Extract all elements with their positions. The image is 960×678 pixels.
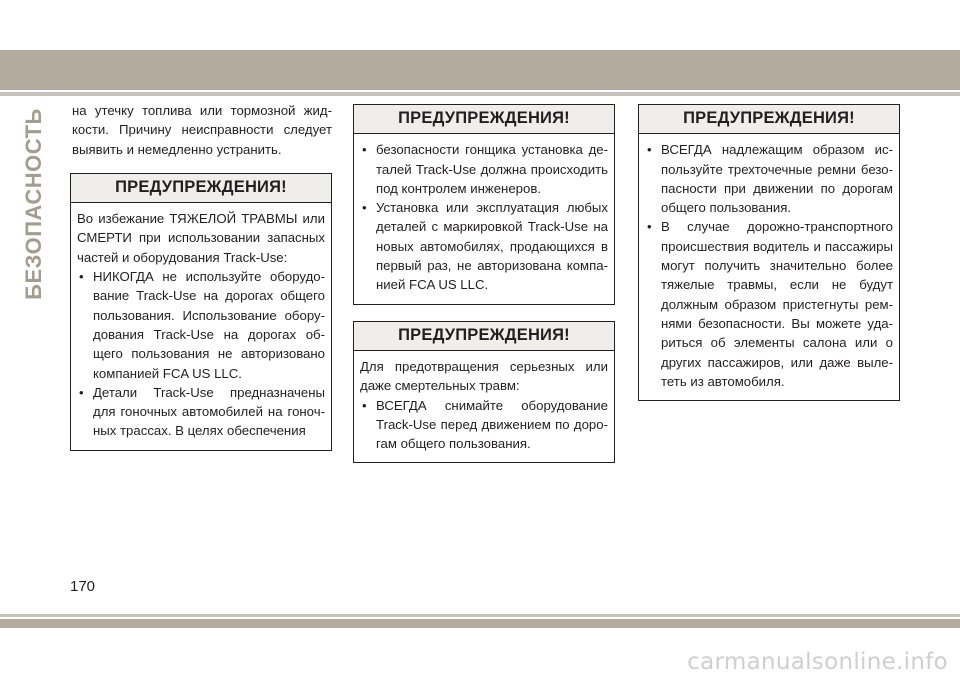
warning-box bbox=[70, 173, 332, 451]
warning-bullet: • ВСЕГДА снимайте оборудование Track-Use перед движением по доро-гам общего пользования. bbox=[360, 396, 608, 454]
warning-heading: ПРЕДУПРЕЖДЕНИЯ! bbox=[354, 105, 614, 134]
section-side-title bbox=[22, 104, 46, 304]
warning-continuation bbox=[360, 140, 608, 198]
section-title-text: БЕЗОПАСНОСТЬ bbox=[21, 108, 47, 300]
column-1 bbox=[70, 101, 334, 467]
page-number: 170 bbox=[70, 578, 96, 595]
warning-box bbox=[638, 104, 900, 401]
warning-bullet: • Установка или эксплуатация любых деталей с маркировкой Track-Use на новых автомобилях, продающихся в первый раз, не авторизована компа-нией FCA US LLC. bbox=[360, 198, 608, 294]
warning-box bbox=[353, 321, 615, 464]
warning-bullet: • ВСЕГДА надлежащим образом ис-пользуйте трехточечные ремни безо-пасности при движении по дорогам общего пользования. bbox=[645, 140, 893, 217]
watermark: carmanualsonline.info bbox=[687, 649, 948, 675]
warning-list bbox=[360, 396, 608, 454]
column-3 bbox=[638, 104, 902, 417]
footer-band-line bbox=[0, 614, 960, 617]
footer-band bbox=[0, 619, 960, 628]
column-2 bbox=[353, 104, 617, 479]
warning-list bbox=[360, 140, 608, 198]
warning-body bbox=[71, 203, 331, 450]
intro-paragraph: на утечку топлива или тормозной жид-кости. Причину неисправности следует выявить и немедленно устранить. bbox=[72, 103, 332, 157]
warning-body bbox=[354, 351, 614, 462]
warning-bullet: • В случае дорожно-транспортного происшествия водитель и пассажиры могут получить значительно более тяжелые травмы, если не будут должным образом пристегнуты рем-нями безопасности. Вы можете уда-риться об элементы салона или о других пассажиров, или даже выле-теть из автомобиля. bbox=[645, 217, 893, 391]
warning-lead: Во избежание ТЯЖЕЛОЙ ТРАВМЫ или СМЕРТИ при использовании запасных частей и оборудования Track-Use: bbox=[77, 211, 325, 265]
warning-bullet: • НИКОГДА не используйте оборудо-вание Track-Use на дорогах общего пользования. Использование обору-дования Track-Use на дорогах об-щего пользования не авторизовано компанией FCA US LLC. bbox=[77, 267, 325, 383]
header-band bbox=[0, 50, 960, 90]
warning-list bbox=[645, 140, 893, 391]
warning-bullet: • Детали Track-Use предназначены для гоночных автомобилей на гоноч-ных трассах. В целях обеспечения bbox=[77, 383, 325, 441]
warning-box-continued bbox=[353, 104, 615, 305]
warning-heading: ПРЕДУПРЕЖДЕНИЯ! bbox=[639, 105, 899, 134]
warning-heading: ПРЕДУПРЕЖДЕНИЯ! bbox=[71, 174, 331, 203]
header-band-line bbox=[0, 92, 960, 96]
warning-body bbox=[639, 134, 899, 400]
warning-list bbox=[360, 198, 608, 294]
warning-body bbox=[354, 134, 614, 303]
warning-list bbox=[77, 267, 325, 441]
warning-continuation-text: безопасности гонщика установка де-талей Track-Use должна происходить под контролем инженеров. bbox=[376, 142, 608, 196]
warning-heading: ПРЕДУПРЕЖДЕНИЯ! bbox=[354, 322, 614, 351]
warning-lead: Для предотвращения серьезных или даже смертельных травм: bbox=[360, 358, 608, 394]
